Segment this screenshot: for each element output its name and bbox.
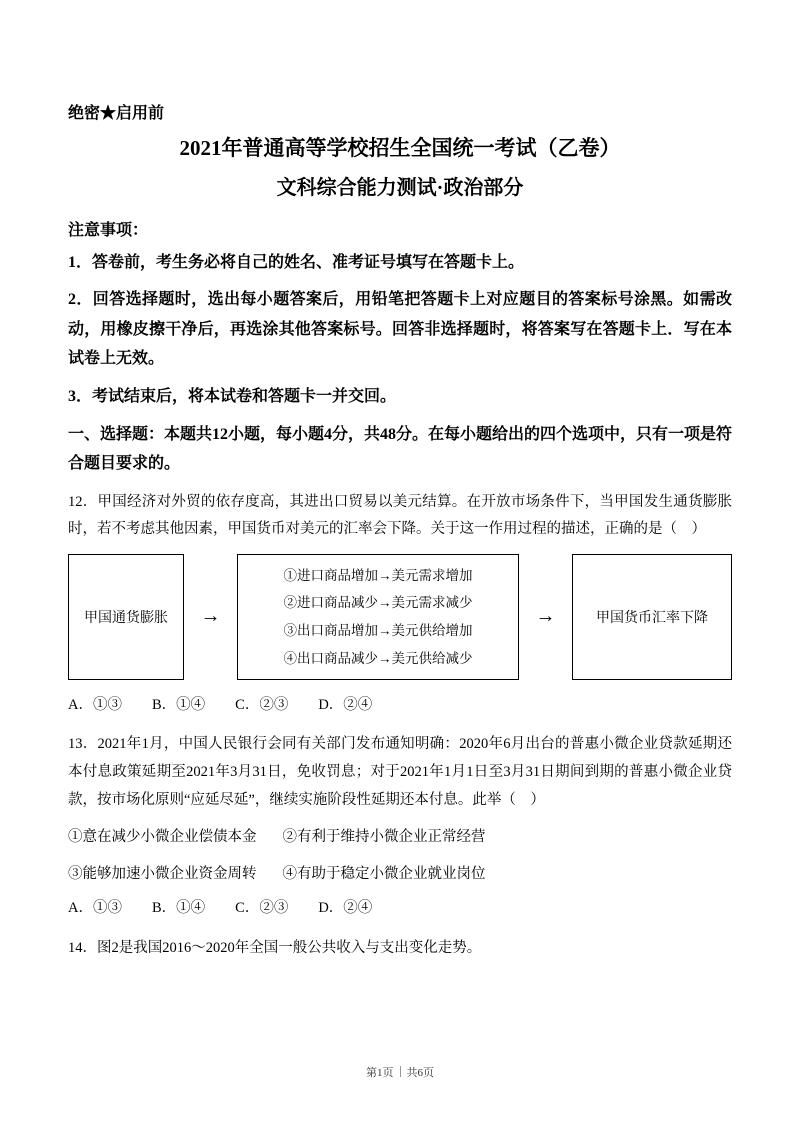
footer-divider xyxy=(400,1066,401,1077)
option-a: A．①③ xyxy=(68,900,122,916)
section-heading: 一、选择题：本题共12小题，每小题4分，共48分。在每小题给出的四个选项中，只有一项是符合题目要求的。 xyxy=(68,425,733,473)
diagram-process-line: ①进口商品增加→美元需求增加 xyxy=(283,567,473,583)
notice-item-1: 1．答卷前，考生务必将自己的姓名、准考证号填写在答题卡上。 xyxy=(68,253,525,271)
exam-title: 2021年普通高等学校招生全国统一考试（乙卷） xyxy=(179,136,621,160)
question-12-diagram xyxy=(68,554,732,680)
option-c: C．②③ xyxy=(235,900,289,916)
question-13-statements-row-2 xyxy=(68,859,732,889)
statement-1: ①意在减少小微企业偿债本金 xyxy=(68,829,257,846)
notice-item-3: 3．考试结束后，将本试卷和答题卡一并交回。 xyxy=(68,388,397,406)
option-b: B．①④ xyxy=(151,696,206,713)
footer-page-number: 第1页 xyxy=(366,1067,394,1079)
page-footer xyxy=(0,1064,800,1080)
footer-total-pages: 共6页 xyxy=(406,1067,434,1079)
question-13-options xyxy=(68,895,732,923)
diagram-box-processes xyxy=(237,554,519,680)
notice-item-2: 2．回答选择题时，选出每小题答案后，用铅笔把答题卡上对应题目的答案标号涂黑。如需改动，用橡皮擦干净后，再选涂其他答案标号。回答非选择题时，将答案写在答题卡上．写在本试卷上无效。 xyxy=(68,291,732,368)
option-d: D．②④ xyxy=(318,900,373,916)
option-d: D．②④ xyxy=(318,696,373,713)
diagram-process-line: ②进口商品减少→美元需求减少 xyxy=(283,595,473,611)
option-c: C．②③ xyxy=(235,696,289,713)
option-b: B．①④ xyxy=(151,900,206,916)
question-13-statements-row-1 xyxy=(68,822,732,852)
diagram-process-line: ③出口商品增加→美元供给增加 xyxy=(283,622,473,638)
statement-3: ③能够加速小微企业资金周转 xyxy=(68,865,257,882)
diagram-process-line: ④出口商品减少→美元供给减少 xyxy=(283,650,473,666)
statement-4: ④有助于稳定小微企业就业岗位 xyxy=(282,865,486,882)
diagram-box-inflation: 甲国通货膨胀 xyxy=(68,554,184,680)
question-12-options xyxy=(68,692,732,720)
question-12-stem: 12．甲国经济对外贸的依存度高，其进出口贸易以美元结算。在开放市场条件下，当甲国发生通货膨胀时，若不考虑其他因素，甲国货币对美元的汇率会下降。关于这一作用过程的描述，正确的是（ ） xyxy=(68,493,732,538)
statement-2: ②有利于维持小微企业正常经营 xyxy=(282,829,486,846)
question-14-stem: 14．图2是我国2016～2020年全国一般公共收入与支出变化走势。 xyxy=(68,939,482,956)
exam-subtitle: 文科综合能力测试·政治部分 xyxy=(276,176,524,199)
notice-heading: 注意事项： xyxy=(68,221,149,239)
question-13-stem: 13．2021年1月，中国人民银行会同有关部门发布通知明确：2020年6月出台的普惠小微企业贷款延期还本付息政策延期至2021年3月31日，免收罚息；对于2021年1月1日至3月31日期间到期的普惠小微企业贷款，按市场化原则“应延尽延”，继续实施阶段性延期还本付息。此举（ ） xyxy=(68,736,732,808)
classification-label: 绝密★启用前 xyxy=(68,105,165,122)
right-arrow-icon: → xyxy=(535,605,556,628)
right-arrow-icon: → xyxy=(200,605,221,628)
option-a: A．①③ xyxy=(68,696,122,713)
diagram-box-exchange-rate: 甲国货币汇率下降 xyxy=(572,554,732,680)
